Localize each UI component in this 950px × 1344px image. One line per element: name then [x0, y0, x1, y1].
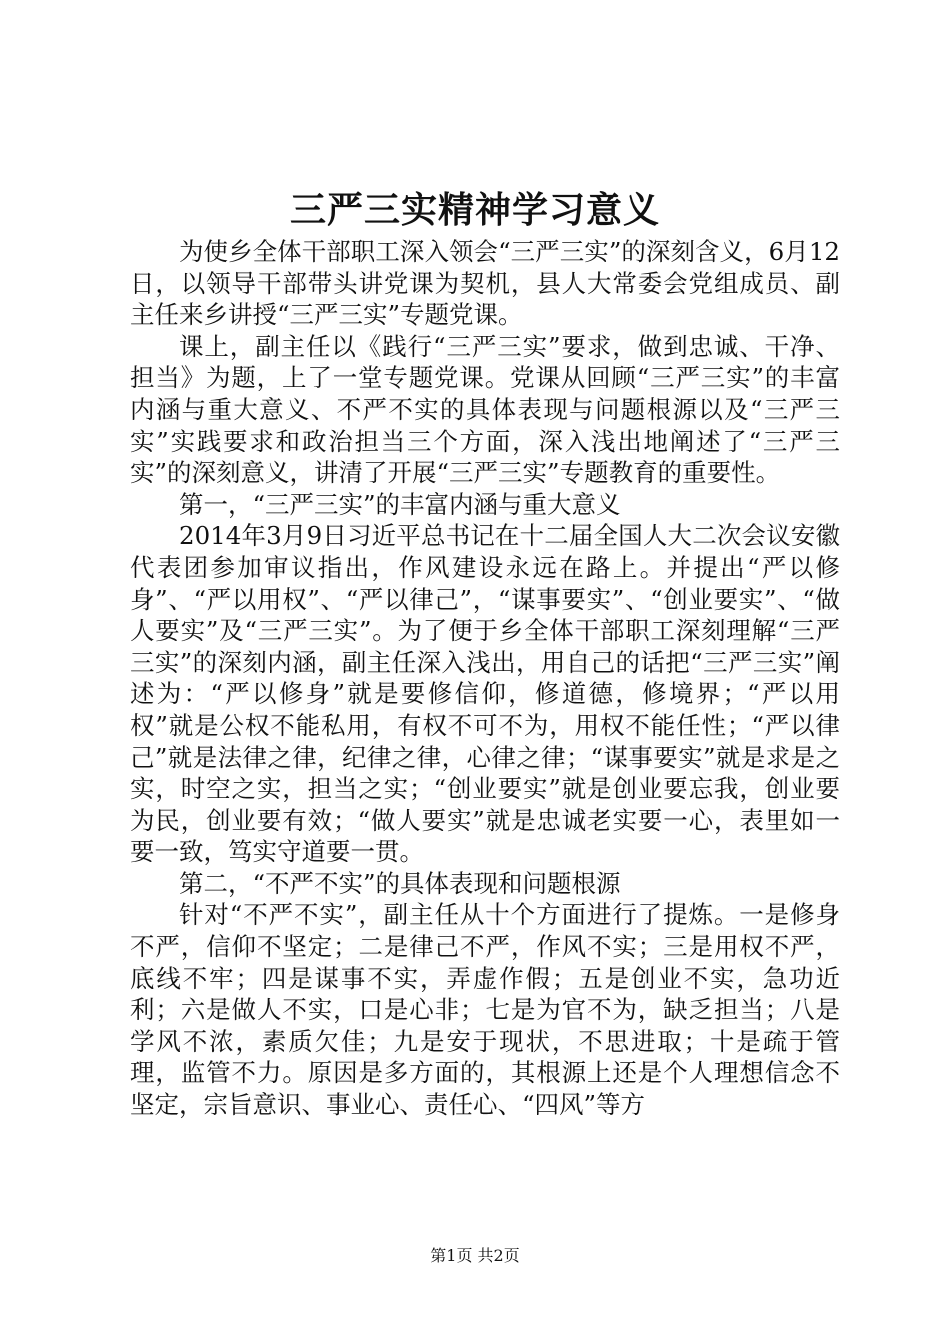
section-heading-first: 第一，“三严三实”的丰富内涵与重大意义 [179, 489, 621, 519]
section-heading-second: 第二，“不严不实”的具体表现和问题根源 [179, 868, 621, 898]
document-title: 三严三实精神学习意义 [289, 189, 660, 231]
paragraph-manifestations: 针对“不严不实”，副主任从十个方面进行了提炼。一是修身不严，信仰不坚定；二是律己不严，作风不实；三是用权不严，底线不牢；四是谋事不实，弄虚作假；五是创业不实，急功近利；六是做人不实，口是心非；七是为官不为，缺乏担当；八是学风不浓，素质欠佳；九是安于现状，不思进取；十是疏于管理，监管不力。原因是多方面的，其根源上还是个人理想信念不坚定，宗旨意识、事业心、责任心、“四风”等方 [130, 900, 840, 1120]
paragraph-intro: 为使乡全体干部职工深入领会“三严三实”的深刻含义，6月12日，以领导干部带头讲党课为契机，县人大常委会党组成员、副主任来乡讲授“三严三实”专题党课。 [130, 237, 840, 330]
paragraph-lecture-overview: 课上，副主任以《践行“三严三实”要求，做到忠诚、干净、担当》为题，上了一堂专题党课。党课从回顾“三严三实”的丰富内涵与重大意义、不严不实的具体表现与问题根源以及“三严三实”实践要求和政治担当三个方面，深入浅出地阐述了“三严三实”的深刻意义，讲清了开展“三严三实”专题教育的重要性。 [130, 331, 840, 488]
document-body [130, 236, 840, 1121]
page-footer: 第1页 共2页 [430, 1246, 520, 1265]
paragraph-connotation: 2014年3月9日习近平总书记在十二届全国人大二次会议安徽代表团参加审议指出，作风建设永远在路上。并提出“严以修身”、“严以用权”、“严以律己”，“谋事要实”、“创业要实”、“做人要实”及“三严三实”。为了便于乡全体干部职工深刻理解“三严三实”的深刻内涵，副主任深入浅出，用自己的话把“三严三实”阐述为：“严以修身”就是要修信仰，修道德，修境界；“严以用权”就是公权不能私用，有权不可不为，用权不能任性；“严以律己”就是法律之律，纪律之律，心律之律；“谋事要实”就是求是之实，时空之实，担当之实；“创业要实”就是创业要忘我，创业要为民，创业要有效；“做人要实”就是忠诚老实要一心，表里如一要一致，笃实守道要一贯。 [130, 521, 840, 867]
